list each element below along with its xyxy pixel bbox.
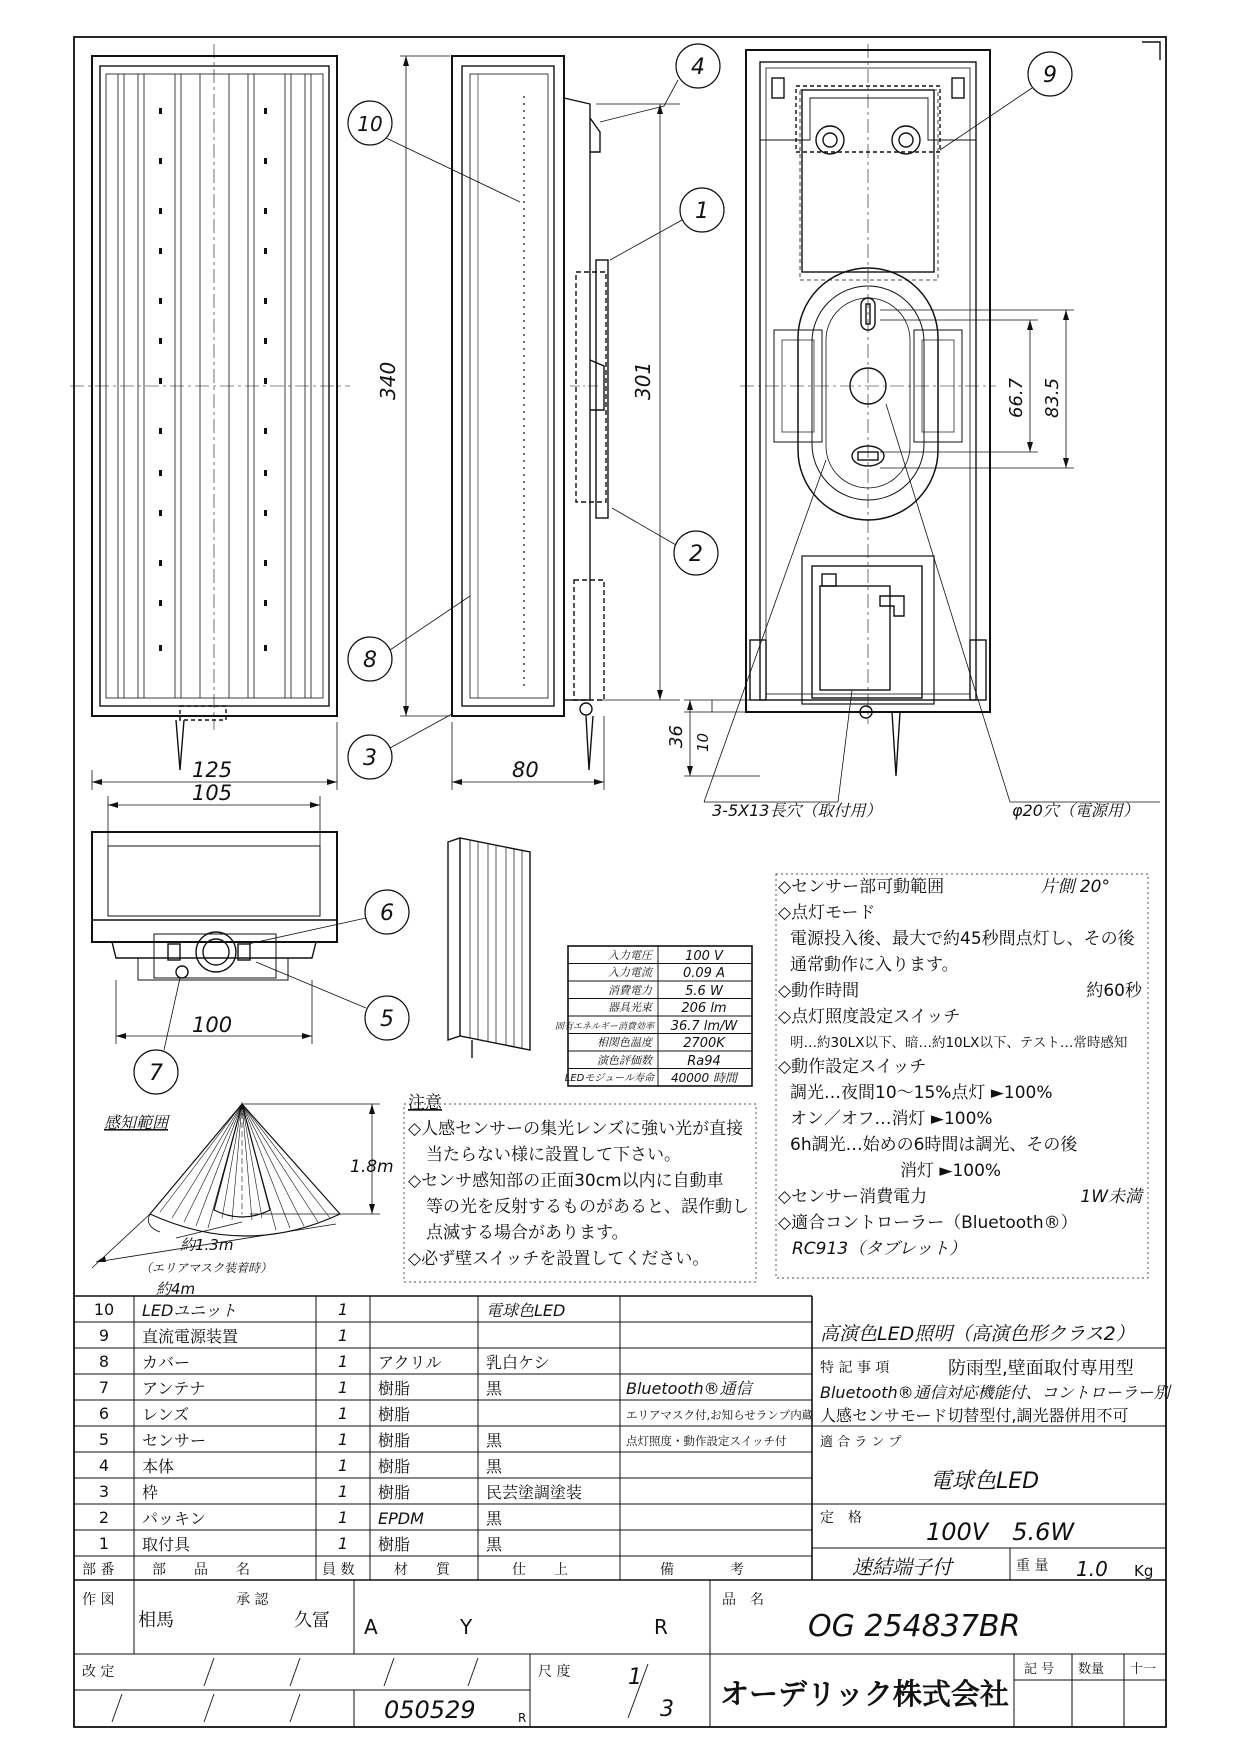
spec-list — [778, 877, 1144, 1259]
part-name: 枠 — [142, 1483, 159, 1502]
part-name: カバー — [142, 1353, 191, 1372]
part-material: 樹脂 — [378, 1379, 411, 1398]
part-no: 8 — [98, 1352, 110, 1371]
drawn-by: 相馬 — [138, 1610, 174, 1631]
slot-label: 3-5X13長穴（取付用） — [712, 801, 882, 820]
rating-value: 100 V — [685, 949, 723, 964]
spec-value: 1W未満 — [1080, 1187, 1142, 1207]
spec-line: 電源投入後、最大で約45秒間点灯し、その後 — [790, 929, 1135, 949]
balloon-2-label: 2 — [689, 542, 703, 567]
revision-label: 改 定 — [82, 1664, 115, 1680]
spec-line: RC913（タブレット） — [792, 1239, 967, 1259]
sensing-r2: 約4m — [156, 1280, 196, 1298]
part-finish: 乳白ケシ — [486, 1353, 550, 1372]
spec-line: オン／オフ…消灯 ►100% — [790, 1109, 993, 1129]
dim-105: 105 — [192, 781, 233, 805]
special-1: 防雨型,壁面取付専用型 — [948, 1358, 1134, 1379]
approved-by: 久冨 — [294, 1610, 330, 1631]
ayr-y: Y — [460, 1615, 473, 1639]
date: 050529 — [384, 1696, 476, 1724]
parts-header-no: 部 番 — [82, 1562, 115, 1578]
ayr-a: A — [364, 1615, 378, 1639]
rating-label: 器具光束 — [608, 1001, 652, 1014]
parts-table — [82, 1300, 814, 1578]
rating-label: 入力電圧 — [608, 949, 652, 962]
parts-header-finish: 仕 上 — [512, 1562, 568, 1578]
hole-label: φ20穴（電源用） — [1012, 801, 1139, 820]
rating-value: 36.7 lm/W — [670, 1019, 738, 1034]
side-view — [452, 56, 608, 770]
dim-340: 340 — [376, 361, 400, 400]
part-material: アクリル — [378, 1353, 442, 1372]
title-block — [82, 1592, 1156, 1725]
note-line: 点滅する場合があります。 — [426, 1223, 629, 1243]
special-2: Bluetooth®通信対応機能付、コントローラー別 — [820, 1383, 1170, 1402]
part-name: センサー — [142, 1431, 207, 1450]
part-material: 樹脂 — [378, 1457, 411, 1476]
spec-line: ◇動作設定スイッチ — [778, 1057, 927, 1077]
sensing-title: 感知範囲 — [104, 1113, 169, 1132]
parts-header-name: 部 品 名 — [152, 1562, 250, 1578]
part-material: 樹脂 — [378, 1483, 411, 1502]
part-name: LEDユニット — [142, 1301, 237, 1320]
qty-value: 十一 — [1130, 1662, 1157, 1677]
spec-line: ◇動作時間 — [778, 981, 860, 1001]
spec-line: 6h調光…始めの6時間は調光、その後 — [790, 1135, 1078, 1155]
qty-label: 数量 — [1078, 1662, 1105, 1677]
dim-100: 100 — [192, 1013, 233, 1037]
spec-value: 片側 20° — [1040, 877, 1110, 897]
notes-title: 注意 — [408, 1093, 442, 1113]
part-qty: 1 — [337, 1378, 349, 1397]
balloon-5-label: 5 — [380, 1007, 394, 1032]
rear-view — [740, 44, 996, 776]
part-note: Bluetooth®通信 — [626, 1379, 752, 1398]
dim-83-5: 83.5 — [1042, 377, 1063, 418]
front-view — [70, 44, 350, 770]
rating-value: 5.6 W — [685, 984, 723, 999]
part-name: レンズ — [142, 1405, 190, 1424]
lamp-label: 適 合 ラ ン プ — [820, 1435, 902, 1450]
dim-36: 36 — [666, 725, 687, 748]
product-name-label: 品 名 — [722, 1592, 764, 1608]
part-qty: 1 — [337, 1326, 349, 1345]
part-finish: 黒 — [486, 1379, 503, 1398]
spec-line: 消灯 ►100% — [900, 1161, 1002, 1181]
part-no: 1 — [98, 1534, 110, 1553]
notes — [408, 1093, 749, 1269]
part-qty: 1 — [337, 1430, 349, 1449]
dim-66-7: 66.7 — [1006, 377, 1027, 418]
balloon-9-label: 9 — [1043, 63, 1057, 88]
part-name: 直流電源装置 — [142, 1327, 239, 1346]
product-category: 高演色LED照明（高演色形クラス2） — [820, 1323, 1135, 1345]
spec-line: ◇適合コントローラー（Bluetooth®） — [778, 1213, 1078, 1233]
balloon-10-label: 10 — [357, 112, 383, 136]
part-name: 取付具 — [142, 1535, 191, 1554]
product-code: OG 254837BR — [808, 1609, 1021, 1644]
part-name: アンテナ — [142, 1379, 206, 1398]
rating-value: 2700K — [683, 1036, 725, 1051]
part-qty: 1 — [337, 1300, 349, 1319]
rating-label: LEDモジュール寿命 — [564, 1073, 654, 1084]
rating-label: 消費電力 — [608, 984, 652, 997]
balloon-4-label: 4 — [691, 55, 705, 80]
part-qty: 1 — [337, 1482, 349, 1501]
part-no: 10 — [93, 1300, 115, 1319]
balloon-7-label: 7 — [149, 1061, 163, 1086]
sensing-mask: （エリアマスク装着時） — [140, 1261, 273, 1275]
note-line: ◇人感センサーの集光レンズに強い光が直接 — [408, 1119, 744, 1139]
spec-line: ◇点灯モード — [778, 903, 876, 923]
ratings-table — [555, 949, 739, 1085]
part-material: 樹脂 — [378, 1431, 411, 1450]
approved-label: 承 認 — [236, 1592, 269, 1608]
spec-line: ◇センサー消費電力 — [778, 1187, 928, 1207]
spec-value: 約60秒 — [1086, 981, 1142, 1001]
part-name: 本体 — [142, 1457, 175, 1476]
part-no: 2 — [98, 1508, 110, 1527]
parts-header-material: 材 質 — [394, 1562, 450, 1578]
rating-block-label: 定 格 — [820, 1510, 862, 1526]
date-suffix: R — [518, 1711, 527, 1725]
ayr-r: R — [654, 1615, 668, 1639]
company-name: オーデリック株式会社 — [720, 1677, 1009, 1711]
part-note: 点灯照度・動作設定スイッチ付 — [626, 1434, 787, 1448]
symbol-label: 記 号 — [1024, 1662, 1055, 1677]
part-finish: 電球色LED — [486, 1301, 566, 1320]
part-no: 7 — [98, 1378, 110, 1397]
weight-value: 1.0 — [1076, 1557, 1108, 1581]
scale-num: 1 — [628, 1665, 642, 1690]
scale-label: 尺 度 — [538, 1664, 571, 1680]
drawn-label: 作 図 — [82, 1592, 115, 1608]
part-qty: 1 — [337, 1456, 349, 1475]
part-qty: 1 — [337, 1508, 349, 1527]
weight-label: 重 量 — [1016, 1558, 1049, 1574]
balloon-6-label: 6 — [380, 901, 394, 926]
part-finish: 黒 — [486, 1509, 503, 1528]
scale-den: 3 — [660, 1697, 674, 1722]
rating-value: Ra94 — [687, 1054, 721, 1069]
note-line: 当たらない様に設置して下さい。 — [426, 1145, 681, 1165]
part-qty: 1 — [337, 1534, 349, 1553]
part-qty: 1 — [337, 1352, 349, 1371]
part-name: パッキン — [142, 1509, 206, 1528]
rating-label: 演色評価数 — [597, 1054, 652, 1067]
part-material: 樹脂 — [378, 1535, 411, 1554]
note-line: 等の光を反射するものがあると、誤作動し — [426, 1197, 749, 1217]
part-no: 3 — [98, 1482, 110, 1501]
special-3: 人感センサモード切替型付,調光器併用不可 — [820, 1406, 1129, 1425]
part-material: EPDM — [378, 1509, 424, 1528]
dim-10: 10 — [694, 732, 712, 752]
balloon-3-label: 3 — [363, 746, 377, 771]
part-no: 6 — [98, 1404, 110, 1423]
note-line: ◇必ず壁スイッチを設置してください。 — [408, 1249, 710, 1269]
rating-block-value: 100V 5.6W — [926, 1518, 1075, 1546]
rating-label: 固有エネルギー消費効率 — [554, 1022, 654, 1032]
rating-value: 206 lm — [681, 1001, 727, 1016]
part-note: エリアマスク付,お知らせランプ内蔵 — [626, 1408, 814, 1422]
part-finish: 民芸塗調塗装 — [486, 1483, 583, 1502]
sensing-r1: 約1.3m — [180, 1236, 234, 1254]
spec-line: 調光…夜間10～15%点灯 ►100% — [790, 1083, 1053, 1103]
part-qty: 1 — [337, 1404, 349, 1423]
rating-value: 0.09 A — [683, 966, 725, 981]
bottom-view — [92, 832, 337, 980]
parts-header-note: 備 考 — [660, 1562, 744, 1578]
rating-label: 入力電流 — [608, 966, 652, 979]
spec-line: 通常動作に入ります。 — [790, 955, 959, 975]
rating-label: 相関色温度 — [597, 1036, 652, 1049]
terminal: 速結端子付 — [852, 1555, 952, 1579]
part-finish: 黒 — [486, 1535, 503, 1554]
spec-line: ◇点灯照度設定スイッチ — [778, 1007, 961, 1027]
sensing-height: 1.8m — [350, 1157, 394, 1177]
part-material: 樹脂 — [378, 1405, 411, 1424]
isometric-view — [448, 838, 530, 1058]
part-no: 9 — [98, 1326, 110, 1345]
spec-line: ◇センサー部可動範囲 — [778, 877, 945, 897]
product-block — [820, 1323, 1173, 1581]
note-line: ◇センサ感知部の正面30cm以内に自動車 — [408, 1171, 724, 1191]
part-no: 5 — [98, 1430, 110, 1449]
special-label: 特 記 事 項 — [820, 1360, 890, 1376]
balloon-1-label: 1 — [695, 199, 709, 224]
parts-header-qty: 員 数 — [322, 1562, 355, 1578]
dim-125: 125 — [192, 758, 233, 782]
spec-line: 明…約30LX以下、暗…約10LX以下、テスト…常時感知 — [790, 1035, 1128, 1051]
rating-value: 40000 時間 — [671, 1071, 737, 1085]
lamp-value: 電球色LED — [930, 1469, 1040, 1494]
balloon-8-label: 8 — [363, 648, 377, 673]
part-no: 4 — [98, 1456, 110, 1475]
part-finish: 黒 — [486, 1457, 503, 1476]
dim-301: 301 — [631, 361, 655, 400]
dim-80: 80 — [512, 758, 539, 782]
weight-unit: Kg — [1134, 1562, 1154, 1580]
part-finish: 黒 — [486, 1431, 503, 1450]
